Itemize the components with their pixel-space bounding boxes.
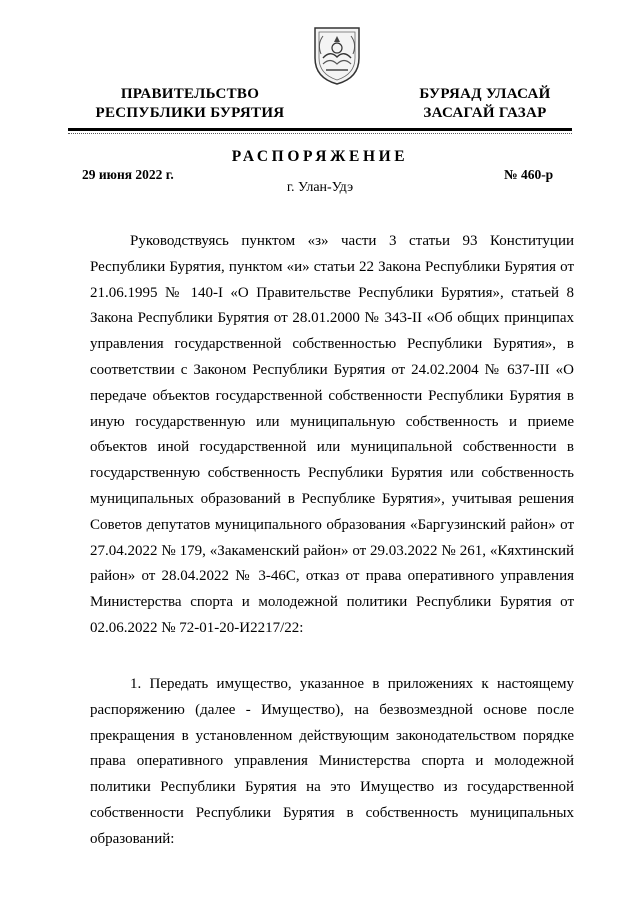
government-name-buryat-line1: БУРЯАД УЛАСАЙ — [419, 86, 551, 102]
document-city: г. Улан-Удэ — [286, 180, 354, 195]
preamble-paragraph: Руководствуясь пунктом «з» части 3 статьи 93 Конституции Республики Бурятия, пунктом «и» статьи 22 Закона Республики Бурятия от 21.06.1995 № 140-I «О Правительстве Республики Бурятия», статьей 8 Закона Республики Бурятия от 28.01.2000 № 343-II «Об общих принципах управления государственной собственностью Республики Бурятия», в соответствии с Законом Республики Бурятия от 24.02.2004 № 637-III «О передаче объектов государственной собственности Республики Бурятия в иную государственную или муниципальную собственность и приеме объектов иной государственной или муниципальной собственности в государственную собственность Республики Бурятия или собственность муниципальных образований в Республике Бурятия», учитывая решения Советов депутатов муниципального образования «Баргузинский район» от 27.04.2022 № 179, «Закаменский район» от 29.03.2022 № 261, «Кяхтинский район» от 28.04.2022 № 3-46С, отказ от права оперативного управления Министерства спорта и молодежной политики Республики Бурятия от 02.06.2022 № 72-01-20-И2217/22: — [90, 233, 574, 636]
government-name-line1: ПРАВИТЕЛЬСТВО — [120, 86, 260, 102]
government-name-buryat — [400, 85, 570, 123]
document-type-title: РАСПОРЯЖЕНИЕ — [231, 148, 409, 165]
header-dotted-divider — [68, 133, 572, 134]
government-name-russian — [90, 85, 290, 123]
government-name-line2: РЕСПУБЛИКИ БУРЯТИЯ — [95, 105, 285, 121]
clause-1-paragraph: 1. Передать имущество, указанное в приложениях к настоящему распоряжению (далее - Имущество), на безвозмездной основе после прекращения в установленном действующим законодательством порядке права оперативного управления Министерства спорта и молодежной политики Республики Бурятия на это Имущество из государственной собственности Республики Бурятия в собственность муниципальных образований: — [90, 676, 574, 847]
coat-of-arms-emblem-icon — [311, 24, 363, 86]
header-divider — [68, 128, 572, 131]
document-date: 29 июня 2022 г. — [82, 167, 174, 182]
government-name-buryat-line2: ЗАСАГАЙ ГАЗАР — [423, 105, 547, 121]
document-number: № 460-р — [504, 167, 554, 182]
